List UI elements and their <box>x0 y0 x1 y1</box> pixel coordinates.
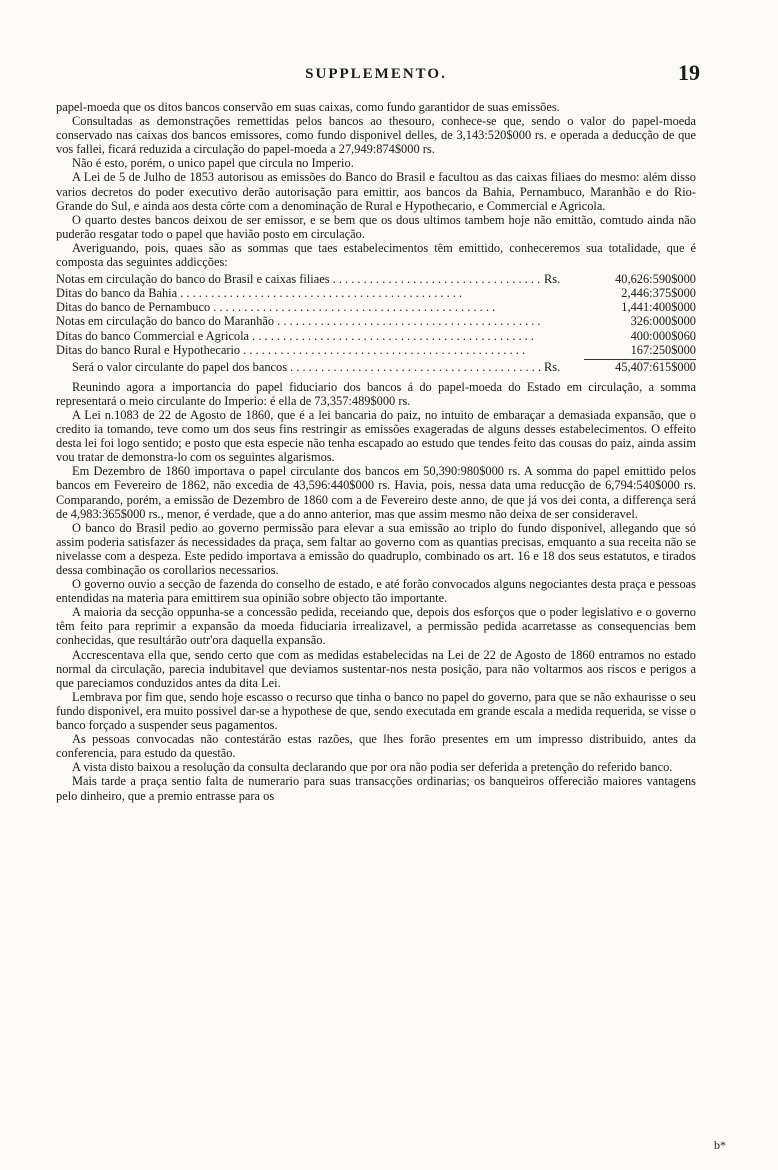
running-title: SUPPLEMENTO. <box>305 66 447 82</box>
paragraph: A Lei de 5 de Julho de 1853 autorisou as emissões do Banco do Brasil e facultou as das caixas filiaes do mesmo: além disso varios decretos do poder executivo derão autorisação para emittir, aos bancos da Bahia, Pernambuco, Maranhão e do Rio-Grande do Sul, e ainda aos desta côrte com a denominação de Rural e Hypothecario, e Commercial e Agricola. <box>56 170 696 213</box>
paragraph: Consultadas as demonstrações remettidas pelos bancos ao thesouro, conhece-se que, sendo o valor do papel-moeda conservado nas caixas dos bancos emissores, como fundo disponivel delles, de 3,143:520$000 rs. e operada a deducção de que vos fallei, ficará reduzida a circulação do papel-moeda a 27,949:874$000 rs. <box>56 114 696 157</box>
table-total-row <box>56 359 696 374</box>
row-label: Ditas do banco de Pernambuco . . . <box>56 300 544 314</box>
paragraph: Reunindo agora a importancia do papel fiduciario dos bancos á do papel-moeda do Estado em circulação, a somma representará o meio circulante do Imperio: é ella de 73,357:489$000 rs. <box>56 379 696 408</box>
body-text <box>56 100 696 269</box>
circulation-table <box>56 272 696 374</box>
total-label: Será o valor circulante do papel dos bancos . . . <box>56 360 544 374</box>
row-amount: 167:250$000 <box>630 342 696 357</box>
paragraph: As pessoas convocadas não contestárão estas razões, que lhes forão presentes em um impresso distribuido, antes da conferencia, para estudo da questão. <box>56 732 696 761</box>
document-page <box>56 60 700 803</box>
table-row <box>56 286 696 300</box>
signature-mark: b* <box>714 1138 726 1152</box>
row-amount: 1,441:400$000 <box>621 300 696 315</box>
page-number: 19 <box>678 60 700 85</box>
paragraph: Não é esto, porém, o unico papel que circula no Imperio. <box>72 156 354 171</box>
row-currency: Rs. <box>544 272 561 287</box>
row-amount: 2,446:375$000 <box>621 286 696 301</box>
paragraph: A maioria da secção oppunha-se a concessão pedida, receiando que, depois dos esforços que o poder legislativo e o governo têm feito para reprimir a expansão da moeda fiduciaria irrealizavel, a permissão pedida acarretasse as consequencias bem conhecidas, que resultárão outr'ora daquella expansão. <box>56 605 696 648</box>
total-amount: 45,407:615$000 <box>584 359 696 374</box>
table-row <box>56 329 696 343</box>
row-label: Ditas do banco Rural e Hypothecario . . . <box>56 343 544 357</box>
row-label: Ditas do banco da Bahia . . . <box>56 286 544 300</box>
paragraph: O banco do Brasil pedio ao governo permissão para elevar a sua emissão ao triplo do fundo disponivel, allegando que só assim poderia satisfazer ás necessidades da praça, sem faltar ao governo com as quantias precisas, emquanto a sua receita não se nivelasse com a despeza. Este pedido importava a emissão do quadruplo, combinado os art. 16 e 18 dos seus estatutos, e tirados dessa combinação os corollarios necessarios. <box>56 520 696 577</box>
row-amount: 400:000$060 <box>630 328 696 343</box>
paragraph: O quarto destes bancos deixou de ser emissor, e se bem que os dous ultimos tambem hoje não emittão, comtudo ainda não puderão resgatar todo o papel que havião posto em circulação. <box>56 212 696 241</box>
row-label: Ditas do banco Commercial e Agricola . . . <box>56 329 544 343</box>
paragraph: Lembrava por fim que, sendo hoje escasso o recurso que tinha o banco no papel do governo, para que se não exhaurisse o seu fundo disponivel, era muito possivel dar-se a hypothese de que, sendo executada em grande escala a medida requerida, se visse o banco forçado a suspender seus pagamentos. <box>56 689 696 733</box>
page-header <box>56 60 700 100</box>
paragraph: A vista disto baixou a resolução da consulta declarando que por ora não podia ser deferida a pretenção do referido banco. <box>72 760 673 775</box>
table-row <box>56 272 696 286</box>
table-row <box>56 314 696 328</box>
row-amount: 40,626:590$000 <box>615 272 696 287</box>
paragraph: Averiguando, pois, quaes são as sommas que taes estabelecimentos têm emittido, conheceremos sua totalidade, que é composta das seguintes addicções: <box>56 240 696 270</box>
paragraph: Em Dezembro de 1860 importava o papel circulante dos bancos em 50,390:980$000 rs. A somma do papel emittido pelos bancos em Fevereiro de 1862, não excedia de 43,596:440$000 rs. Havia, pois, nessa data uma reducção de 6,794:540$000 rs. Comparando, porém, a emissão de Dezembro de 1860 com a de Fevereiro deste anno, de que já vos dei conta, a differença será de 4,983:365$000 rs., menor, é verdade, que a do anno anterior, mas que assim mesmo não deixa de ser consideravel. <box>56 464 696 521</box>
body-text <box>56 380 696 803</box>
row-label: Notas em circulação do banco do Brasil e caixas filiaes . . . <box>56 272 544 286</box>
row-amount: 326:000$000 <box>630 314 696 329</box>
row-label: Notas em circulação do banco do Maranhão . . . <box>56 314 544 328</box>
total-currency: Rs. <box>544 359 561 374</box>
paragraph: O governo ouvio a secção de fazenda do conselho de estado, e até forão convocados alguns negociantes desta praça e pessoas entendidas na materia para emittirem sua opinião sobre objecto tão importante. <box>56 577 696 606</box>
table-row <box>56 343 696 357</box>
paragraph: A Lei n.1083 de 22 de Agosto de 1860, que é a lei bancaria do paiz, no intuito de embaraçar a demasiada expansão, que o credito ia tomando, teve como um dos seus fins restringir as emissões exageradas de alguns desses estabelecimentos. O effeito desta lei foi logo sentido; e posto que esta especie não tenha escapado ao estudo que tendes feito das cousas do paiz, ainda assim vou tratar de demonstra-lo com os seguintes algarismos. <box>56 407 696 465</box>
paragraph: Accrescentava ella que, sendo certo que com as medidas estabelecidas na Lei de 22 de Agosto de 1860 entramos no estado normal da circulação, parecia indubitavel que deviamos sustentar-nos nesta posição, para não voltarmos aos riscos e perigos a que pareciamos conduzidos antes da dita Lei. <box>56 647 696 690</box>
paragraph: papel-moeda que os ditos bancos conservão em suas caixas, como fundo garantidor de suas emissões. <box>56 100 560 114</box>
table-row <box>56 300 696 314</box>
paragraph: Mais tarde a praça sentio falta de numerario para suas transacções ordinarias; os banqueiros offerecião maiores vantagens pelo dinheiro, que a premio entrasse para os <box>56 774 696 803</box>
